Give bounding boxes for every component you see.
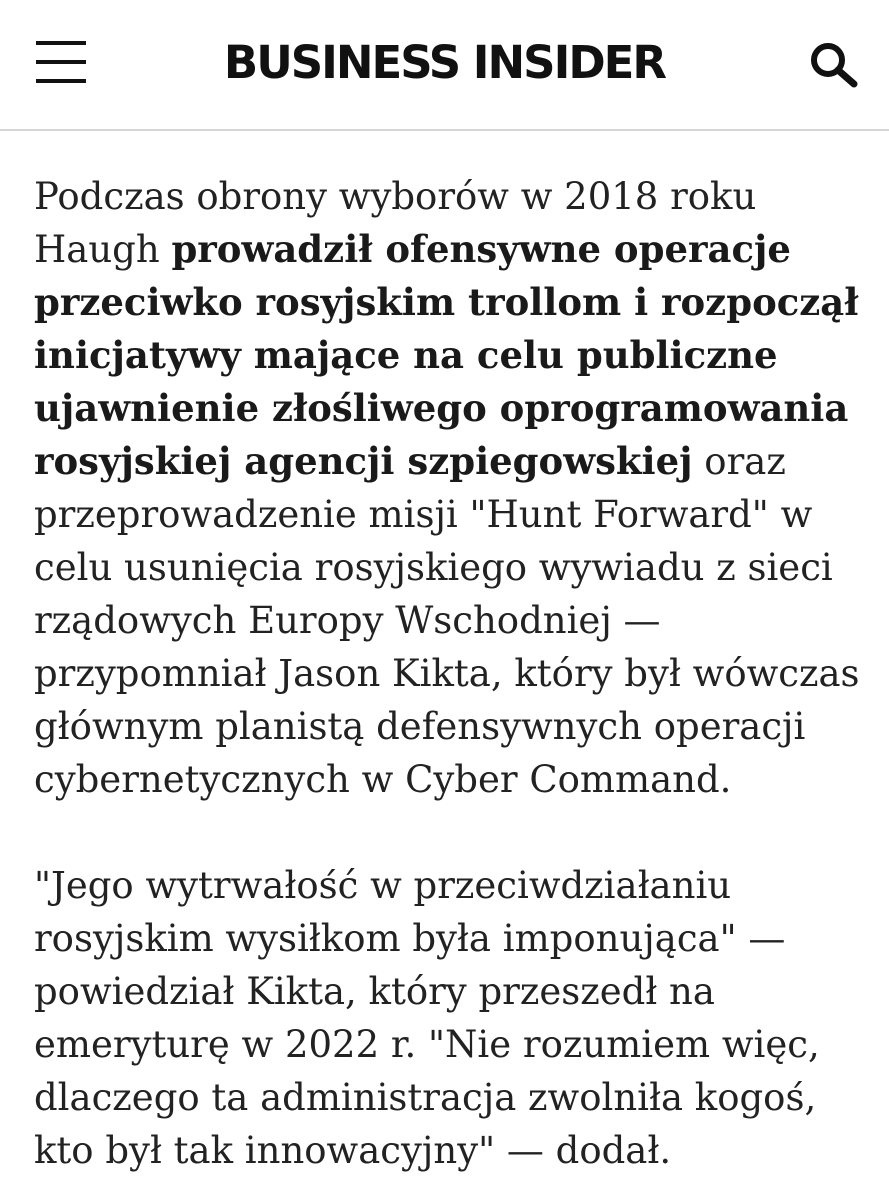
paragraph-1-lead: Podczas obrony wyborów w 2018 roku Haugh <box>34 175 757 271</box>
paragraph-1-bold: prowadził ofensywne operacje przeciwko rosyjskim trollom i rozpoczął inicjatywy mające na celu publiczne ujawnienie złośliwego oprogramowania rosyjskiej agencji szpiegowskiej <box>34 227 859 483</box>
article-body <box>34 170 864 1177</box>
article-paragraph-1 <box>34 170 864 806</box>
site-header <box>0 0 889 131</box>
search-button[interactable] <box>808 40 860 88</box>
brand-logo[interactable]: BUSINESS INSIDER <box>223 36 666 89</box>
article-paragraph-2: "Jego wytrwałość w przeciwdziałaniu rosyjskim wysiłkom była imponująca" — powiedział Kikta, który przeszedł na emeryturę w 2022 r. "Nie rozumiem więc, dlaczego ta administracja zwolniła kogoś, kto był tak innowacyjny" — dodał. <box>34 864 820 1172</box>
paragraph-1-tail: oraz przeprowadzenie misji "Hunt Forward" w celu usunięcia rosyjskiego wywiadu z sieci rządowych Europy Wschodniej — przypomniał Jason Kikta, który był wówczas głównym planistą defensywnych operacji cybernetycznych w Cyber Command. <box>34 440 860 801</box>
search-icon <box>808 40 860 88</box>
